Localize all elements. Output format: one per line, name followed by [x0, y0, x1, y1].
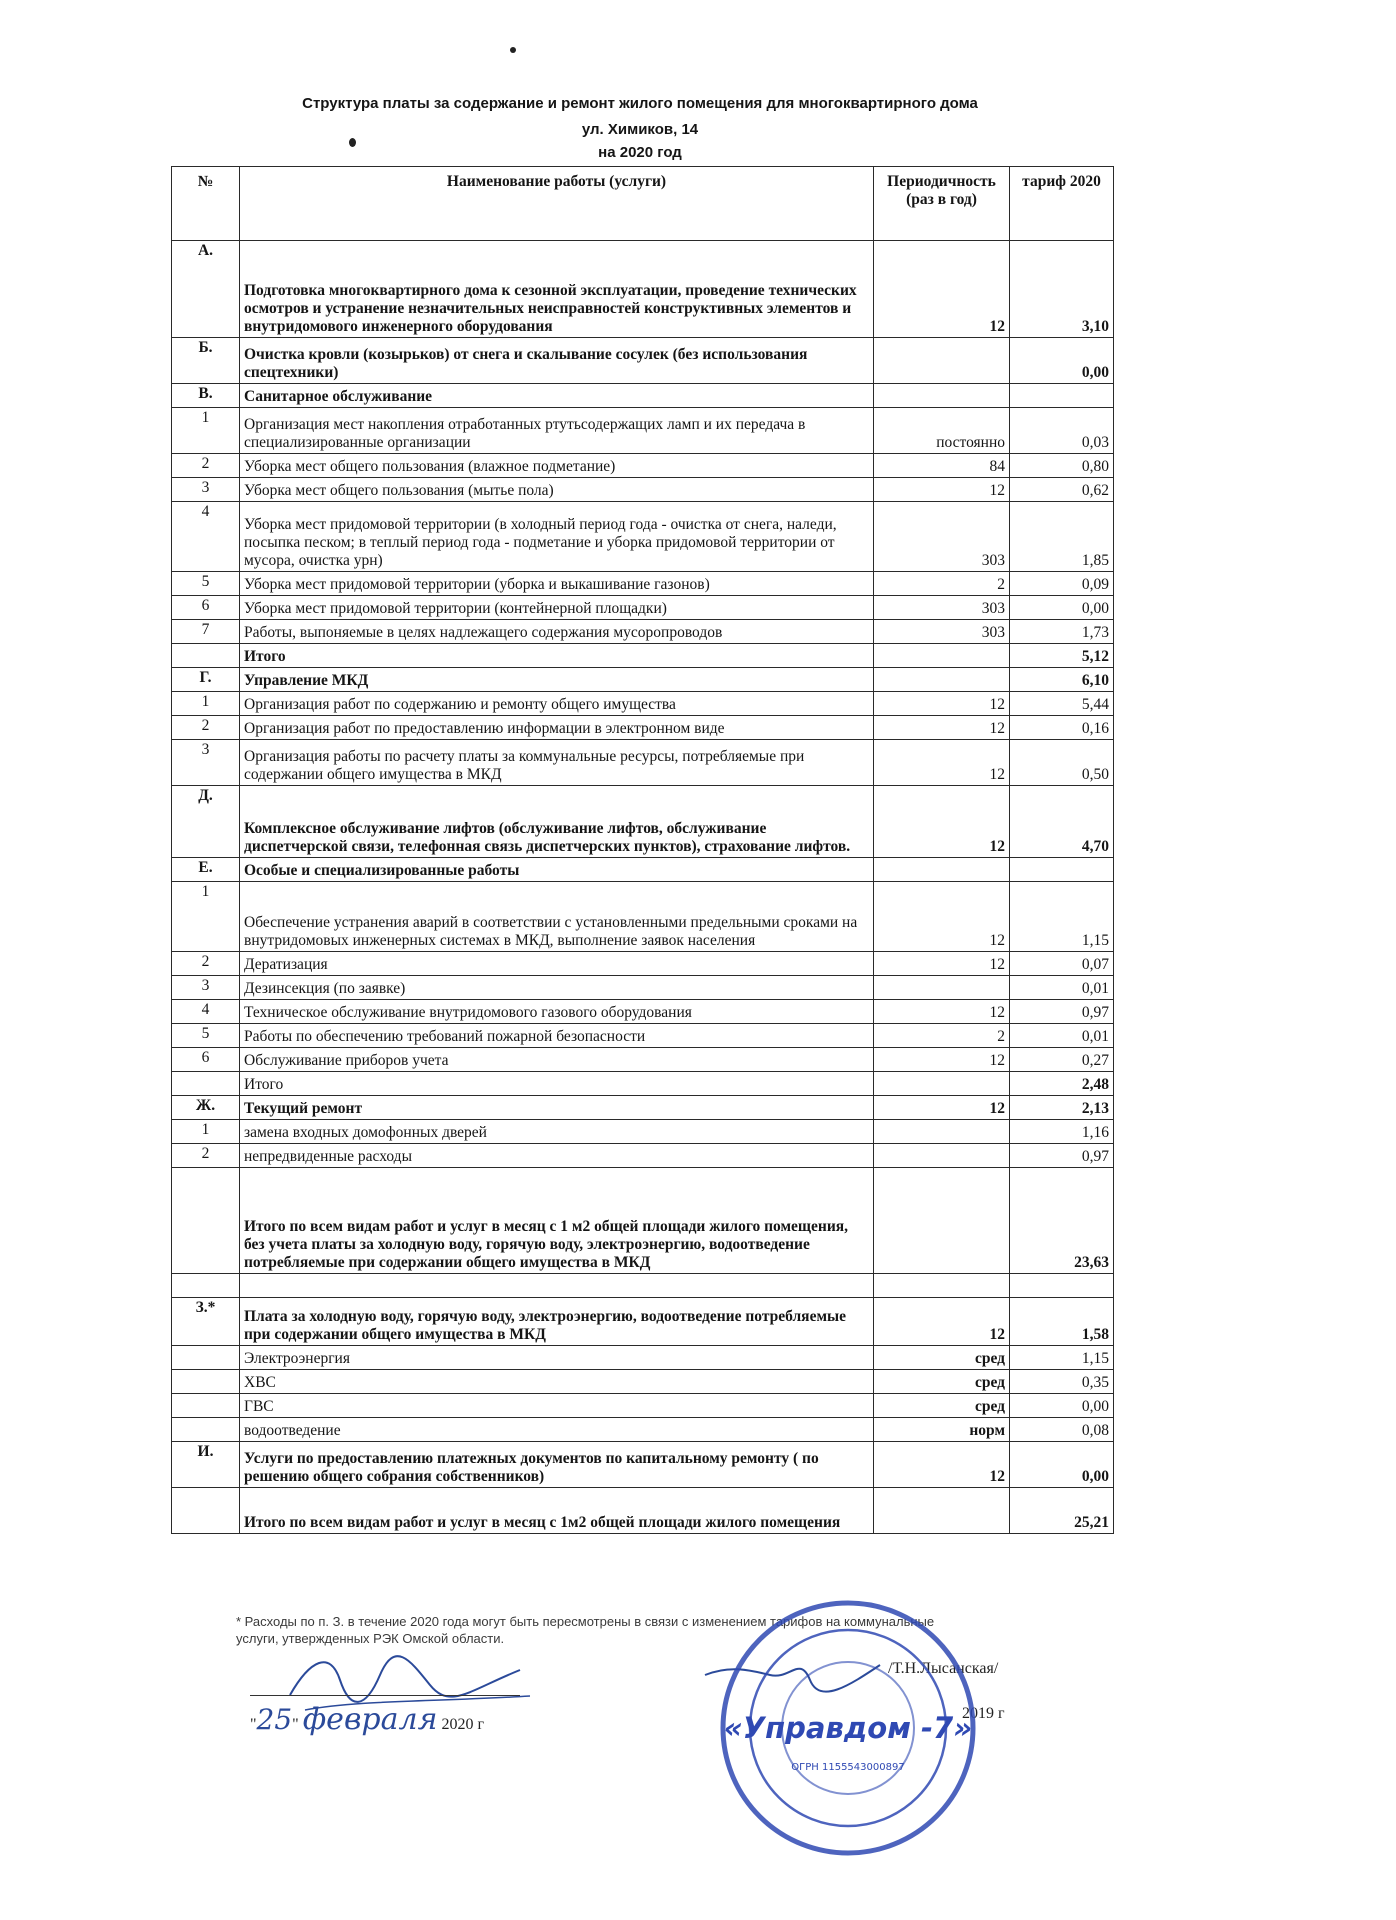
row-number: 2 [172, 454, 240, 478]
table-row [172, 1048, 1114, 1072]
table-row [172, 338, 1114, 384]
scan-speck [510, 47, 516, 53]
stamp-center-text: «Управдом -7» [723, 1711, 973, 1745]
table-row [172, 952, 1114, 976]
table-row [172, 454, 1114, 478]
row-number: 1 [172, 692, 240, 716]
table-row [172, 384, 1114, 408]
row-tariff: 0,08 [1010, 1418, 1114, 1442]
row-name: Обеспечение устранения аварий в соответствии с установленными предельными сроками на внутридомовых инженерных системах в МКД, выполнение заявок населения [240, 882, 874, 952]
table-row [172, 1370, 1114, 1394]
row-tariff [1010, 858, 1114, 882]
header-period: Периодичность (раз в год) [874, 167, 1010, 241]
table-row [172, 502, 1114, 572]
row-number: Е. [172, 858, 240, 882]
table-row [172, 644, 1114, 668]
company-stamp [718, 1598, 978, 1858]
row-tariff [1010, 1274, 1114, 1298]
row-name: Электроэнергия [240, 1346, 874, 1370]
row-tariff: 0,00 [1010, 596, 1114, 620]
row-number: В. [172, 384, 240, 408]
row-period: 12 [874, 882, 1010, 952]
row-name: Услуги по предоставлению платежных документов по капитальному ремонту ( по решению общего собрания собственников) [240, 1442, 874, 1488]
row-number: 2 [172, 716, 240, 740]
row-number [172, 1488, 240, 1534]
left-signature-line [250, 1694, 520, 1696]
header-tariff: тариф 2020 [1010, 167, 1114, 241]
row-number: 6 [172, 1048, 240, 1072]
row-name: Уборка мест придомовой территории (в холодный период года - очистка от снега, наледи, посыпка песком; в теплый период года - подметание и уборка придомовой территории от мусора, очистка урн) [240, 502, 874, 572]
row-period [874, 338, 1010, 384]
row-number: 4 [172, 502, 240, 572]
row-name: Работы, выпоняемые в целях надлежащего содержания мусоропроводов [240, 620, 874, 644]
row-period: 84 [874, 454, 1010, 478]
table-row [172, 596, 1114, 620]
row-name: Уборка мест общего пользования (влажное подметание) [240, 454, 874, 478]
row-tariff: 5,44 [1010, 692, 1114, 716]
row-number: Ж. [172, 1096, 240, 1120]
table-row [172, 478, 1114, 502]
left-date-month: февраля [302, 1702, 438, 1737]
footnote: * Расходы по п. З. в течение 2020 года могут быть пересмотрены в связи с изменением тарифов на коммунальные услуги, утвержденных РЭК Омской области. [236, 1614, 935, 1646]
table-row [172, 1442, 1114, 1488]
row-name: Организация работ по содержанию и ремонту общего имущества [240, 692, 874, 716]
row-name: Дератизация [240, 952, 874, 976]
document-year: на 2020 год [598, 144, 682, 161]
row-number: 5 [172, 572, 240, 596]
row-name: Уборка мест придомовой территории (контейнерной площадки) [240, 596, 874, 620]
right-date-year: 2019 г [962, 1705, 1005, 1722]
table-row [172, 572, 1114, 596]
row-period: сред [874, 1370, 1010, 1394]
row-name: Уборка мест общего пользования (мытье пола) [240, 478, 874, 502]
row-period: постоянно [874, 408, 1010, 454]
row-tariff: 0,35 [1010, 1370, 1114, 1394]
row-name: Управление МКД [240, 668, 874, 692]
table-row [172, 241, 1114, 338]
table-row [172, 692, 1114, 716]
row-period: 12 [874, 478, 1010, 502]
row-number: А. [172, 241, 240, 338]
row-tariff: 0,80 [1010, 454, 1114, 478]
table-row [172, 1418, 1114, 1442]
row-tariff: 3,10 [1010, 241, 1114, 338]
table-row [172, 740, 1114, 786]
row-period [874, 1488, 1010, 1534]
row-period: 12 [874, 1096, 1010, 1120]
row-period: сред [874, 1394, 1010, 1418]
row-name: замена входных домофонных дверей [240, 1120, 874, 1144]
row-name: водоотведение [240, 1418, 874, 1442]
table-row [172, 858, 1114, 882]
row-period: 2 [874, 1024, 1010, 1048]
row-period: 12 [874, 1442, 1010, 1488]
row-number: 1 [172, 408, 240, 454]
row-number: 1 [172, 882, 240, 952]
table-row [172, 1000, 1114, 1024]
table-row [172, 1394, 1114, 1418]
table-row [172, 1024, 1114, 1048]
row-tariff: 0,00 [1010, 1394, 1114, 1418]
row-name: Текущий ремонт [240, 1096, 874, 1120]
row-tariff: 0,01 [1010, 1024, 1114, 1048]
row-tariff: 0,01 [1010, 976, 1114, 1000]
table-row [172, 976, 1114, 1000]
row-number [172, 1418, 240, 1442]
row-number [172, 644, 240, 668]
row-number: 3 [172, 976, 240, 1000]
table-row [172, 1274, 1114, 1298]
table-row [172, 716, 1114, 740]
row-number: 1 [172, 1120, 240, 1144]
row-tariff: 0,09 [1010, 572, 1114, 596]
row-number: Г. [172, 668, 240, 692]
row-period: 12 [874, 241, 1010, 338]
stamp-ogrn: ОГРН 1155543000897 [791, 1762, 905, 1773]
row-name: Санитарное обслуживание [240, 384, 874, 408]
table-row [172, 408, 1114, 454]
row-number: И. [172, 1442, 240, 1488]
document-address: ул. Химиков, 14 [581, 121, 699, 138]
row-name: Организация работы по расчету платы за коммунальные ресурсы, потребляемые при содержании общего имущества в МКД [240, 740, 874, 786]
row-period: 12 [874, 786, 1010, 858]
row-number [172, 1346, 240, 1370]
row-name: Комплексное обслуживание лифтов (обслуживание лифтов, обслуживание диспетчерской связи, телефонная связь диспетчерских пунктов), страхование лифтов. [240, 786, 874, 858]
row-number: Д. [172, 786, 240, 858]
row-tariff: 0,00 [1010, 1442, 1114, 1488]
row-number: 5 [172, 1024, 240, 1048]
row-number: 4 [172, 1000, 240, 1024]
row-number: Б. [172, 338, 240, 384]
row-name: Организация работ по предоставлению информации в электронном виде [240, 716, 874, 740]
row-number: 6 [172, 596, 240, 620]
row-period: 12 [874, 692, 1010, 716]
document-title: Структура платы за содержание и ремонт жилого помещения для многоквартирного дома [302, 95, 978, 112]
row-number: 2 [172, 1144, 240, 1168]
row-name: Работы по обеспечению требований пожарной безопасности [240, 1024, 874, 1048]
row-name: Обслуживание приборов учета [240, 1048, 874, 1072]
table-row [172, 786, 1114, 858]
row-number [172, 1274, 240, 1298]
row-name: Плата за холодную воду, горячую воду, электроэнергию, водоотведение потребляемые при содержании общего имущества в МКД [240, 1298, 874, 1346]
row-period: 12 [874, 740, 1010, 786]
table-row [172, 1120, 1114, 1144]
table-row [172, 1096, 1114, 1120]
row-tariff [1010, 384, 1114, 408]
row-tariff: 0,97 [1010, 1000, 1114, 1024]
right-signer-name: /Т.Н.Лысанская/ [888, 1660, 999, 1677]
row-period: норм [874, 1418, 1010, 1442]
row-number: 7 [172, 620, 240, 644]
row-number [172, 1168, 240, 1274]
row-number: 2 [172, 952, 240, 976]
row-name: Итого [240, 1072, 874, 1096]
row-name: Уборка мест придомовой территории (уборка и выкашивание газонов) [240, 572, 874, 596]
tariff-table [171, 166, 1114, 1534]
row-period: 2 [874, 572, 1010, 596]
row-period [874, 1274, 1010, 1298]
table-row [172, 620, 1114, 644]
table-row [172, 668, 1114, 692]
row-name: Очистка кровли (козырьков) от снега и скалывание сосулек (без использования спецтехники) [240, 338, 874, 384]
table-row [172, 1298, 1114, 1346]
row-name: ХВС [240, 1370, 874, 1394]
row-period [874, 976, 1010, 1000]
row-period: 12 [874, 952, 1010, 976]
left-date: "25" февраля 2020 г [250, 1702, 485, 1737]
row-period [874, 1072, 1010, 1096]
row-tariff: 5,12 [1010, 644, 1114, 668]
table-row [172, 1488, 1114, 1534]
table-row [172, 882, 1114, 952]
row-period [874, 644, 1010, 668]
row-number [172, 1394, 240, 1418]
row-tariff: 1,15 [1010, 882, 1114, 952]
row-tariff: 0,62 [1010, 478, 1114, 502]
row-name: Итого по всем видам работ и услуг в месяц с 1 м2 общей площади жилого помещения, без учета платы за холодную воду, горячую воду, электроэнергию, водоотведение потребляемые при содержании общего имущества в МКД [240, 1168, 874, 1274]
row-name: ГВС [240, 1394, 874, 1418]
row-tariff: 1,58 [1010, 1298, 1114, 1346]
row-period [874, 668, 1010, 692]
row-name: Дезинсекция (по заявке) [240, 976, 874, 1000]
row-period [874, 384, 1010, 408]
row-name: Итого по всем видам работ и услуг в месяц с 1м2 общей площади жилого помещения [240, 1488, 874, 1534]
row-period [874, 1144, 1010, 1168]
header-no: № [172, 167, 240, 241]
row-period: 12 [874, 1298, 1010, 1346]
table-row [172, 1144, 1114, 1168]
row-period: 303 [874, 620, 1010, 644]
row-tariff: 0,27 [1010, 1048, 1114, 1072]
row-name: Итого [240, 644, 874, 668]
row-period [874, 1168, 1010, 1274]
header-name: Наименование работы (услуги) [240, 167, 874, 241]
left-date-year: 2020 г [441, 1716, 485, 1733]
table-row [172, 1168, 1114, 1274]
row-number [172, 1072, 240, 1096]
row-tariff: 2,13 [1010, 1096, 1114, 1120]
row-tariff: 2,48 [1010, 1072, 1114, 1096]
row-tariff: 4,70 [1010, 786, 1114, 858]
row-tariff: 25,21 [1010, 1488, 1114, 1534]
row-number: З.* [172, 1298, 240, 1346]
table-row [172, 1072, 1114, 1096]
row-name: Подготовка многоквартирного дома к сезонной эксплуатации, проведение технических осмотров и устранение незначительных неисправностей конструктивных элементов и внутридомового инженерного оборудования [240, 241, 874, 338]
row-name [240, 1274, 874, 1298]
row-tariff: 0,07 [1010, 952, 1114, 976]
row-tariff: 0,50 [1010, 740, 1114, 786]
row-number: 3 [172, 740, 240, 786]
row-name: непредвиденные расходы [240, 1144, 874, 1168]
row-period [874, 858, 1010, 882]
row-period: 12 [874, 1000, 1010, 1024]
row-tariff: 1,15 [1010, 1346, 1114, 1370]
row-tariff: 0,00 [1010, 338, 1114, 384]
row-number [172, 1370, 240, 1394]
row-tariff: 6,10 [1010, 668, 1114, 692]
scan-speck [349, 138, 356, 147]
row-period: 303 [874, 596, 1010, 620]
row-tariff: 23,63 [1010, 1168, 1114, 1274]
row-period: 303 [874, 502, 1010, 572]
row-period: 12 [874, 716, 1010, 740]
row-period [874, 1120, 1010, 1144]
table-row [172, 1346, 1114, 1370]
row-period: сред [874, 1346, 1010, 1370]
table-body [172, 241, 1114, 1534]
row-tariff: 1,16 [1010, 1120, 1114, 1144]
row-tariff: 0,97 [1010, 1144, 1114, 1168]
row-tariff: 0,03 [1010, 408, 1114, 454]
row-tariff: 1,73 [1010, 620, 1114, 644]
table-header-row [172, 167, 1114, 241]
row-name: Особые и специализированные работы [240, 858, 874, 882]
row-name: Техническое обслуживание внутридомового газового оборудования [240, 1000, 874, 1024]
row-tariff: 1,85 [1010, 502, 1114, 572]
row-number: 3 [172, 478, 240, 502]
row-tariff: 0,16 [1010, 716, 1114, 740]
row-period: 12 [874, 1048, 1010, 1072]
row-name: Организация мест накопления отработанных ртутьсодержащих ламп и их передача в специализированные организации [240, 408, 874, 454]
left-date-day: 25 [256, 1703, 293, 1736]
